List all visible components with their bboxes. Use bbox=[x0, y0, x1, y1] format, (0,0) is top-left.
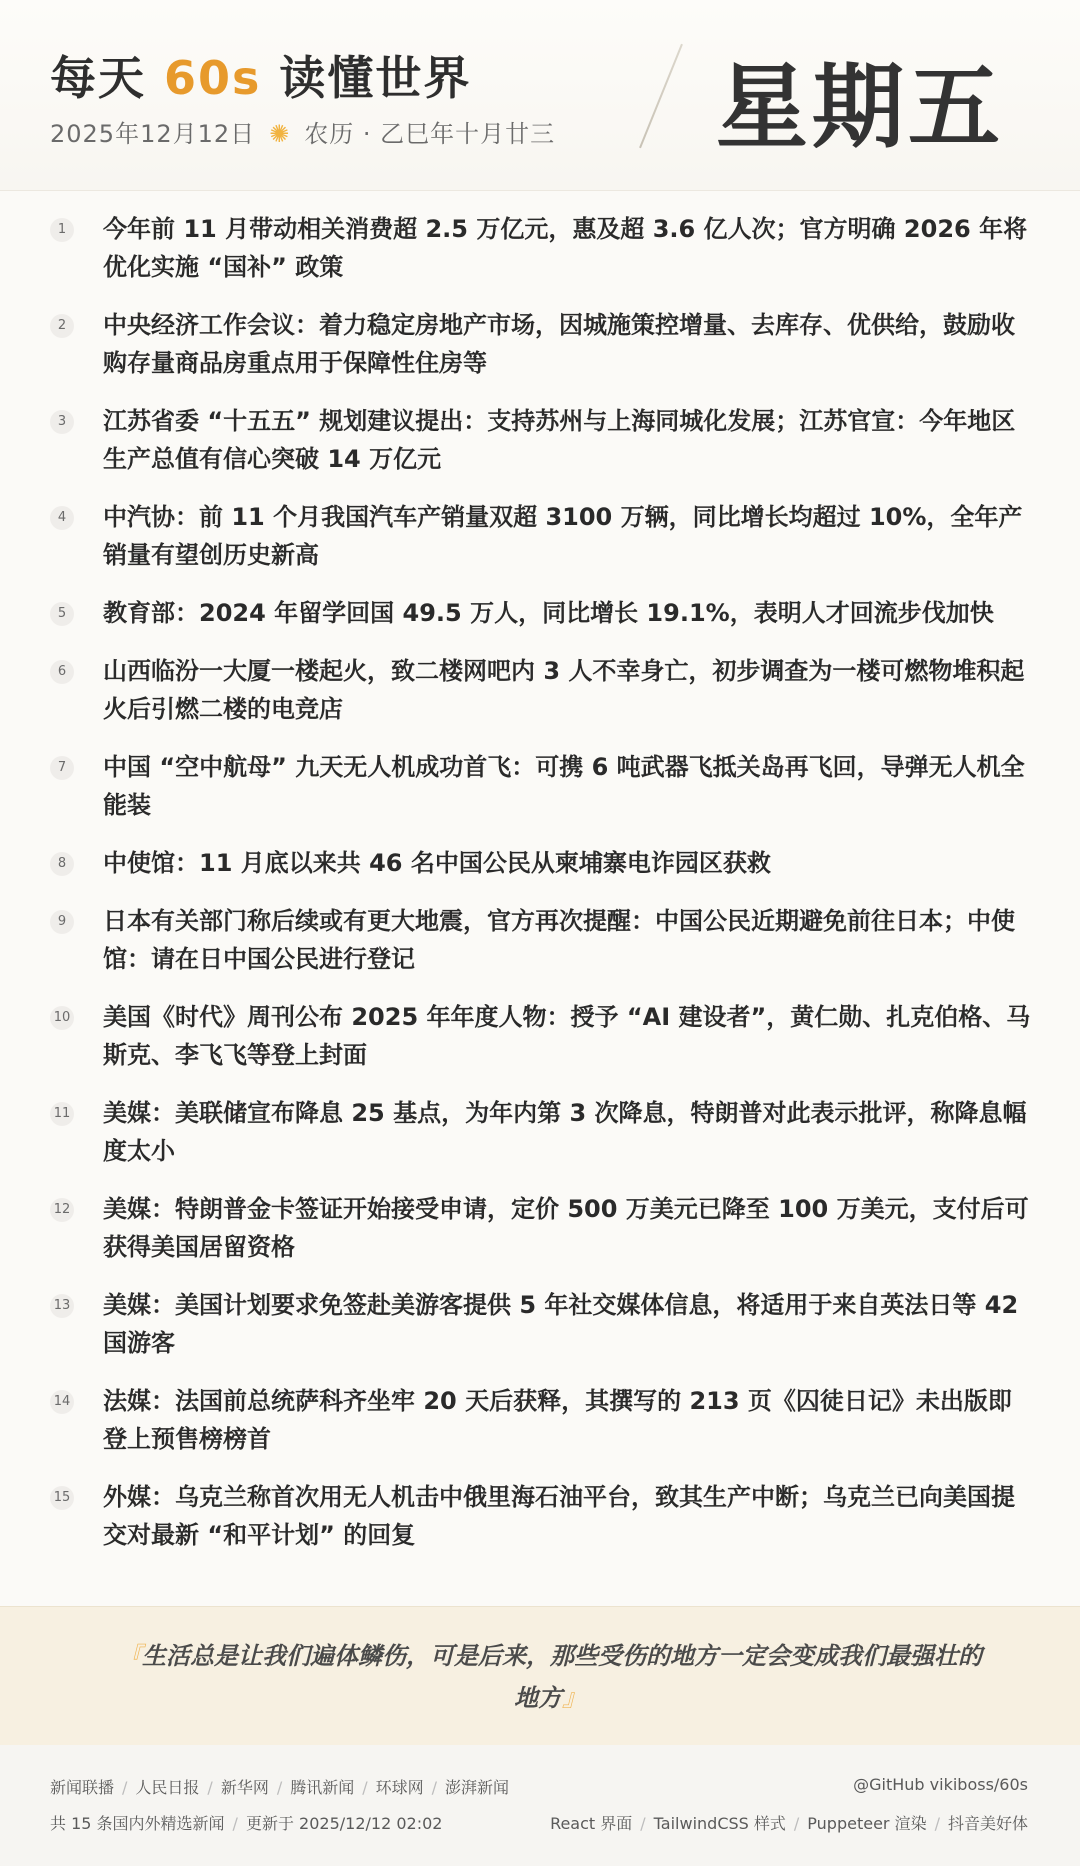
news-text: 中汽协：前 11 个月我国汽车产销量双超 3100 万辆，同比增长均超过 10%，全年产销量有望创历史新高 bbox=[103, 503, 1023, 569]
news-text: 山西临汾一大厦一楼起火，致二楼网吧内 3 人不幸身亡，初步调查为一楼可燃物堆积起火后引燃二楼的电竞店 bbox=[103, 657, 1025, 723]
news-text: 美媒：美联储宣布降息 25 基点，为年内第 3 次降息，特朗普对此表示批评，称降息幅度太小 bbox=[103, 1099, 1027, 1165]
source-item: 腾讯新闻 bbox=[290, 1778, 355, 1797]
title-suffix: 读懂世界 bbox=[261, 51, 472, 105]
news-text: 美媒：特朗普金卡签证开始接受申请，定价 500 万美元已降至 100 万美元，支付后可获得美国居留资格 bbox=[103, 1195, 1029, 1261]
separator: / bbox=[207, 1778, 213, 1797]
news-number-badge: 5 bbox=[50, 602, 74, 626]
news-number-badge: 3 bbox=[50, 410, 74, 434]
news-text: 法媒：法国前总统萨科齐坐牢 20 天后获释，其撰写的 213 页《囚徒日记》未出版即登上预售榜榜首 bbox=[103, 1387, 1012, 1453]
update-time: 更新于 2025/12/12 02:02 bbox=[245, 1814, 443, 1833]
news-number-badge: 11 bbox=[50, 1102, 74, 1126]
page-title bbox=[50, 42, 471, 108]
source-item: 人民日报 bbox=[135, 1778, 200, 1797]
github-credit: @GitHub vikiboss/60s bbox=[853, 1775, 1028, 1794]
lunar-date: 农历 · 乙巳年十月廿三 bbox=[304, 120, 556, 148]
news-text: 日本有关部门称后续或有更大地震，官方再次提醒：中国公民近期避免前往日本；中使馆：请在日中国公民进行登记 bbox=[103, 907, 1015, 973]
news-number-badge: 4 bbox=[50, 506, 74, 530]
sun-icon: ✺ bbox=[269, 120, 291, 148]
tech-item: Puppeteer 渲染 bbox=[807, 1814, 927, 1833]
news-number-badge: 10 bbox=[50, 1006, 74, 1030]
news-number-badge: 2 bbox=[50, 314, 74, 338]
tech-item: TailwindCSS 样式 bbox=[653, 1814, 786, 1833]
quote-text-block bbox=[110, 1635, 990, 1719]
news-number-badge: 9 bbox=[50, 910, 74, 934]
news-number-badge: 7 bbox=[50, 756, 74, 780]
separator: / bbox=[232, 1814, 238, 1833]
daily-quote bbox=[0, 1606, 1080, 1746]
news-text: 中使馆：11 月底以来共 46 名中国公民从柬埔寨电诈园区获救 bbox=[103, 849, 771, 877]
title-prefix: 每天 bbox=[50, 51, 165, 105]
news-number-badge: 12 bbox=[50, 1198, 74, 1222]
tech-credits bbox=[550, 1811, 1028, 1834]
source-item: 澎湃新闻 bbox=[445, 1778, 510, 1797]
header bbox=[0, 0, 1080, 191]
separator: / bbox=[276, 1778, 283, 1797]
news-number-badge: 8 bbox=[50, 852, 74, 876]
news-text: 美国《时代》周刊公布 2025 年年度人物：授予 “AI 建设者”，黄仁勋、扎克伯格、马斯克、李飞飞等登上封面 bbox=[103, 1003, 1031, 1069]
tech-item: 抖音美好体 bbox=[947, 1814, 1028, 1833]
news-text: 中国 “空中航母” 九天无人机成功首飞：可携 6 吨武器飞抵关岛再飞回，导弹无人机全能装 bbox=[103, 753, 1025, 819]
footer-summary bbox=[50, 1811, 442, 1834]
gregorian-date: 2025年12月12日 bbox=[50, 120, 256, 148]
separator: / bbox=[793, 1814, 800, 1833]
footer bbox=[0, 1745, 1080, 1866]
news-number-badge: 15 bbox=[50, 1486, 74, 1510]
news-number-badge: 1 bbox=[50, 218, 74, 242]
tech-item: React 界面 bbox=[550, 1814, 633, 1833]
separator: / bbox=[640, 1814, 646, 1833]
news-count: 共 15 条国内外精选新闻 bbox=[50, 1814, 225, 1833]
separator: / bbox=[431, 1778, 438, 1797]
source-list bbox=[50, 1775, 509, 1798]
news-number-badge: 14 bbox=[50, 1390, 74, 1414]
quote-open-mark: 『 bbox=[118, 1642, 142, 1670]
date-line bbox=[50, 114, 555, 149]
news-text: 教育部：2024 年留学回国 49.5 万人，同比增长 19.1%，表明人才回流步伐加快 bbox=[103, 599, 994, 627]
weekday: 星期五 bbox=[716, 54, 1005, 161]
news-text: 外媒：乌克兰称首次用无人机击中俄里海石油平台，致其生产中断；乌克兰已向美国提交对最新 “和平计划” 的回复 bbox=[103, 1483, 1015, 1549]
divider-slash bbox=[639, 44, 683, 149]
separator: / bbox=[122, 1778, 128, 1797]
news-text: 今年前 11 月带动相关消费超 2.5 万亿元，惠及超 3.6 亿人次；官方明确 2026 年将优化实施 “国补” 政策 bbox=[103, 215, 1028, 281]
news-number-badge: 13 bbox=[50, 1294, 74, 1318]
news-text: 中央经济工作会议：着力稳定房地产市场，因城施策控增量、去库存、优供给，鼓励收购存量商品房重点用于保障性住房等 bbox=[103, 311, 1015, 377]
news-number-badge: 6 bbox=[50, 660, 74, 684]
news-text: 江苏省委 “十五五” 规划建议提出：支持苏州与上海同城化发展；江苏官宣：今年地区生产总值有信心突破 14 万亿元 bbox=[103, 407, 1016, 473]
source-item: 新华网 bbox=[220, 1778, 269, 1797]
quote-text: 生活总是让我们遍体鳞伤，可是后来，那些受伤的地方一定会变成我们最强壮的地方 bbox=[142, 1642, 982, 1712]
news-text: 美媒：美国计划要求免签赴美游客提供 5 年社交媒体信息，将适用于来自英法日等 42 国游客 bbox=[103, 1291, 1019, 1357]
separator: / bbox=[934, 1814, 940, 1833]
title-accent: 60s bbox=[164, 51, 262, 105]
separator: / bbox=[362, 1778, 368, 1797]
source-item: 环球网 bbox=[375, 1778, 424, 1797]
quote-close-mark: 』 bbox=[562, 1684, 586, 1712]
source-item: 新闻联播 bbox=[50, 1778, 115, 1797]
